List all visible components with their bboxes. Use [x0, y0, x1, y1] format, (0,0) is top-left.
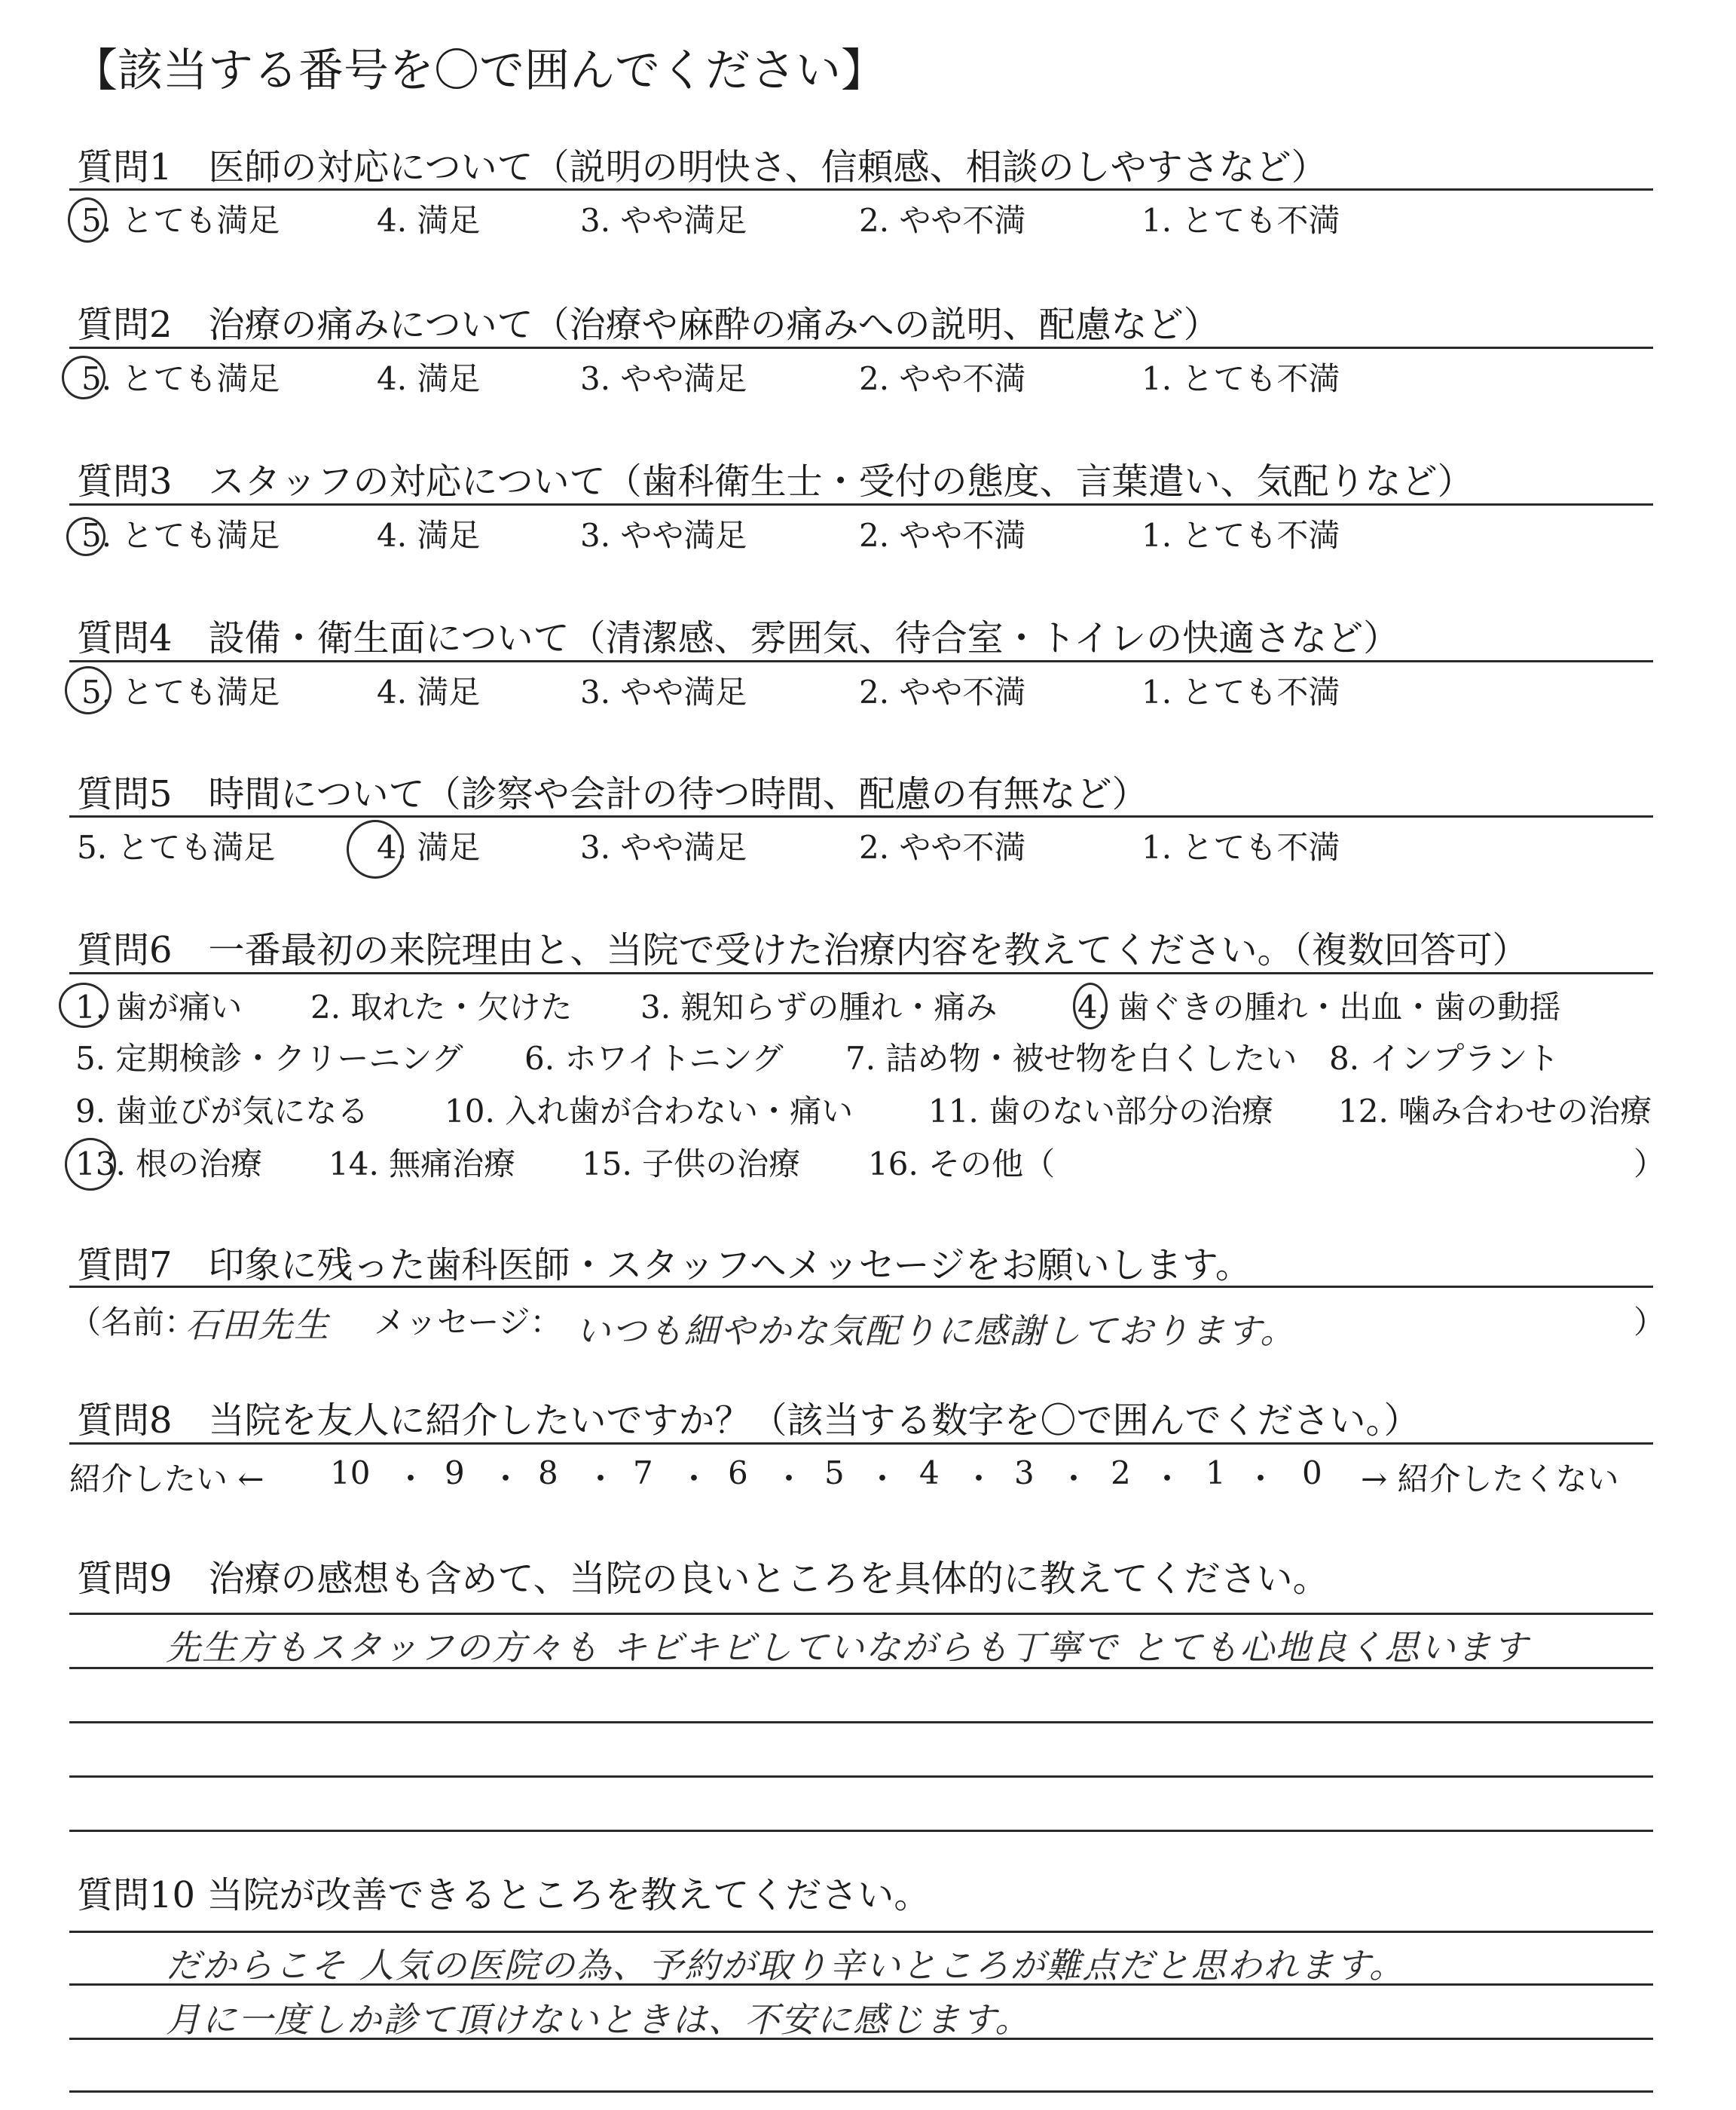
q7-close-paren: ）: [1634, 1304, 1666, 1341]
q8-separator: ・: [773, 1460, 805, 1497]
q8-score-2[interactable]: 2: [1111, 1454, 1131, 1491]
q2-option-2[interactable]: 2. やや不満: [859, 360, 1026, 397]
q6-rule: [69, 972, 1653, 974]
q9-rule-5: [69, 1830, 1653, 1832]
q6-option-14[interactable]: 14. 無痛治療: [329, 1145, 516, 1182]
q6-option-1[interactable]: 1. 歯が痛い: [75, 989, 243, 1026]
q4-option-4[interactable]: 4. 満足: [377, 674, 481, 711]
q4-rule: [69, 660, 1653, 662]
q6-option-6[interactable]: 6. ホワイトニング: [524, 1040, 784, 1077]
q6-option-12[interactable]: 12. 噛み合わせの治療: [1338, 1093, 1652, 1130]
q1-option-3[interactable]: 3. やや満足: [580, 202, 747, 239]
q8-separator: ・: [678, 1460, 711, 1497]
q6-option-4[interactable]: 4. 歯ぐきの腫れ・出血・歯の動揺: [1077, 989, 1561, 1026]
q4-selection-circle: [65, 666, 112, 714]
q6-option-10[interactable]: 10. 入れ歯が合わない・痛い: [445, 1093, 854, 1130]
q8-score-7[interactable]: 7: [633, 1454, 653, 1491]
q8-score-0[interactable]: 0: [1302, 1454, 1322, 1491]
q1-heading: 質問1 医師の対応について（説明の明快さ、信頼感、相談のしやすさなど）: [77, 146, 1328, 188]
q2-heading: 質問2 治療の痛みについて（治療や麻酔の痛みへの説明、配慮など）: [77, 304, 1220, 346]
q3-option-1[interactable]: 1. とても不満: [1142, 517, 1340, 554]
q2-option-5[interactable]: 5. とても満足: [81, 360, 280, 397]
q2-option-1[interactable]: 1. とても不満: [1142, 360, 1340, 397]
q4-option-1[interactable]: 1. とても不満: [1142, 674, 1340, 711]
q8-right-label: → 紹介したくない: [1361, 1460, 1619, 1497]
q1-selection-circle: [68, 197, 107, 243]
q3-option-5[interactable]: 5. とても満足: [81, 517, 280, 554]
q8-score-6[interactable]: 6: [728, 1454, 748, 1491]
q6-heading: 質問6 一番最初の来院理由と、当院で受けた治療内容を教えてください。（複数回答可）: [77, 929, 1529, 971]
q8-heading: 質問8 当院を友人に紹介したいですか？（該当する数字を〇で囲んでください。）: [77, 1399, 1420, 1442]
q5-option-2[interactable]: 2. やや不満: [859, 829, 1026, 866]
q10-answer-line-1[interactable]: だからこそ 人気の医院の為、予約が取り辛いところが難点だと思われます。: [166, 1945, 1405, 1986]
q6-selection-circle-1: [59, 983, 108, 1028]
q8-separator: ・: [1151, 1460, 1184, 1497]
q1-option-4[interactable]: 4. 満足: [377, 202, 481, 239]
q8-separator: ・: [866, 1460, 899, 1497]
q5-option-4[interactable]: 4. 満足: [377, 829, 481, 866]
q9-rule-1: [69, 1613, 1653, 1615]
q9-rule-3: [69, 1721, 1653, 1723]
q6-option-5[interactable]: 5. 定期検診・クリーニング: [75, 1040, 463, 1077]
q8-score-1[interactable]: 1: [1206, 1454, 1226, 1491]
q4-heading: 質問4 設備・衛生面について（清潔感、雰囲気、待合室・トイレの快適さなど）: [77, 617, 1400, 659]
q4-option-2[interactable]: 2. やや不満: [859, 674, 1026, 711]
q3-option-3[interactable]: 3. やや満足: [580, 517, 747, 554]
q2-option-3[interactable]: 3. やや満足: [580, 360, 747, 397]
q10-rule-1: [69, 1931, 1653, 1933]
q3-option-4[interactable]: 4. 満足: [377, 517, 481, 554]
q7-heading: 質問7 印象に残った歯科医師・スタッフへメッセージをお願いします。: [77, 1244, 1252, 1286]
q6-option-16[interactable]: 16. その他（: [868, 1145, 1056, 1182]
q10-answer-line-2[interactable]: 月に一度しか診て頂けないときは、不安に感じます。: [166, 1999, 1032, 2040]
q6-selection-circle-13: [65, 1138, 116, 1191]
q3-rule: [69, 503, 1653, 506]
q8-separator: ・: [490, 1460, 522, 1497]
q8-separator: ・: [395, 1460, 427, 1497]
q8-score-8[interactable]: 8: [538, 1454, 558, 1491]
q7-message-label: メッセージ：: [374, 1304, 562, 1341]
q6-selection-circle-4: [1073, 983, 1108, 1029]
q5-rule: [69, 815, 1653, 818]
q10-rule-4: [69, 2090, 1653, 2093]
q6-option-11[interactable]: 11. 歯のない部分の治療: [928, 1093, 1274, 1130]
q6-option-7[interactable]: 7. 詰め物・被せ物を白くしたい: [845, 1040, 1297, 1077]
q1-option-5[interactable]: 5. とても満足: [81, 202, 280, 239]
q6-option-13[interactable]: 13. 根の治療: [75, 1145, 263, 1182]
q5-option-3[interactable]: 3. やや満足: [580, 829, 747, 866]
q6-option-8[interactable]: 8. インプラント: [1329, 1040, 1560, 1077]
q8-score-10[interactable]: 10: [330, 1454, 371, 1491]
q6-option-2[interactable]: 2. 取れた・欠けた: [310, 989, 573, 1026]
page-title: 【該当する番号を〇で囲んでください】: [72, 44, 886, 97]
q5-heading: 質問5 時間について（診察や会計の待つ時間、配慮の有無など）: [77, 773, 1148, 815]
q7-message-value[interactable]: いつも細やかな気配りに感謝しております。: [576, 1310, 1297, 1351]
q3-option-2[interactable]: 2. やや不満: [859, 517, 1026, 554]
q1-option-2[interactable]: 2. やや不満: [859, 202, 1026, 239]
q6-option-9[interactable]: 9. 歯並びが気になる: [75, 1093, 369, 1130]
q8-separator: ・: [1245, 1460, 1277, 1497]
q4-option-3[interactable]: 3. やや満足: [580, 674, 747, 711]
q6-other-close-paren: ）: [1634, 1145, 1666, 1182]
q7-rule: [69, 1286, 1653, 1288]
q8-score-3[interactable]: 3: [1014, 1454, 1035, 1491]
q6-option-3[interactable]: 3. 親知らずの腫れ・痛み: [640, 989, 998, 1026]
q3-selection-circle: [66, 517, 105, 556]
q8-separator: ・: [585, 1460, 617, 1497]
q2-selection-circle: [62, 356, 105, 399]
q7-name-value[interactable]: 石田先生: [185, 1304, 330, 1345]
q8-rule: [69, 1442, 1653, 1445]
q8-left-label: 紹介したい ←: [69, 1460, 264, 1497]
q9-answer-line-1[interactable]: 先生方もスタッフの方々も キビキビしていながらも丁寧で とても心地良く思います: [166, 1627, 1530, 1668]
q9-heading: 質問9 治療の感想も含めて、当院の良いところを具体的に教えてください。: [77, 1558, 1329, 1600]
q9-rule-4: [69, 1775, 1653, 1778]
q1-rule: [69, 188, 1653, 191]
q5-option-1[interactable]: 1. とても不満: [1142, 829, 1340, 866]
q2-rule: [69, 347, 1653, 349]
q5-selection-circle: [347, 820, 404, 879]
q8-score-9[interactable]: 9: [445, 1454, 465, 1491]
q4-option-5[interactable]: 5. とても満足: [81, 674, 280, 711]
q8-score-4[interactable]: 4: [919, 1454, 940, 1491]
q8-separator: ・: [1058, 1460, 1090, 1497]
q3-heading: 質問3 スタッフの対応について（歯科衛生士・受付の態度、言葉遣い、気配りなど）: [77, 460, 1474, 503]
q2-option-4[interactable]: 4. 満足: [377, 360, 481, 397]
q10-heading: 質問10 当院が改善できるところを教えてください。: [77, 1874, 931, 1916]
q6-option-15[interactable]: 15. 子供の治療: [582, 1145, 801, 1182]
q7-name-label: （名前：: [69, 1304, 197, 1341]
q8-separator: ・: [963, 1460, 995, 1497]
q1-option-1[interactable]: 1. とても不満: [1142, 202, 1340, 239]
q5-option-5[interactable]: 5. とても満足: [77, 829, 276, 866]
q8-score-5[interactable]: 5: [824, 1454, 845, 1491]
